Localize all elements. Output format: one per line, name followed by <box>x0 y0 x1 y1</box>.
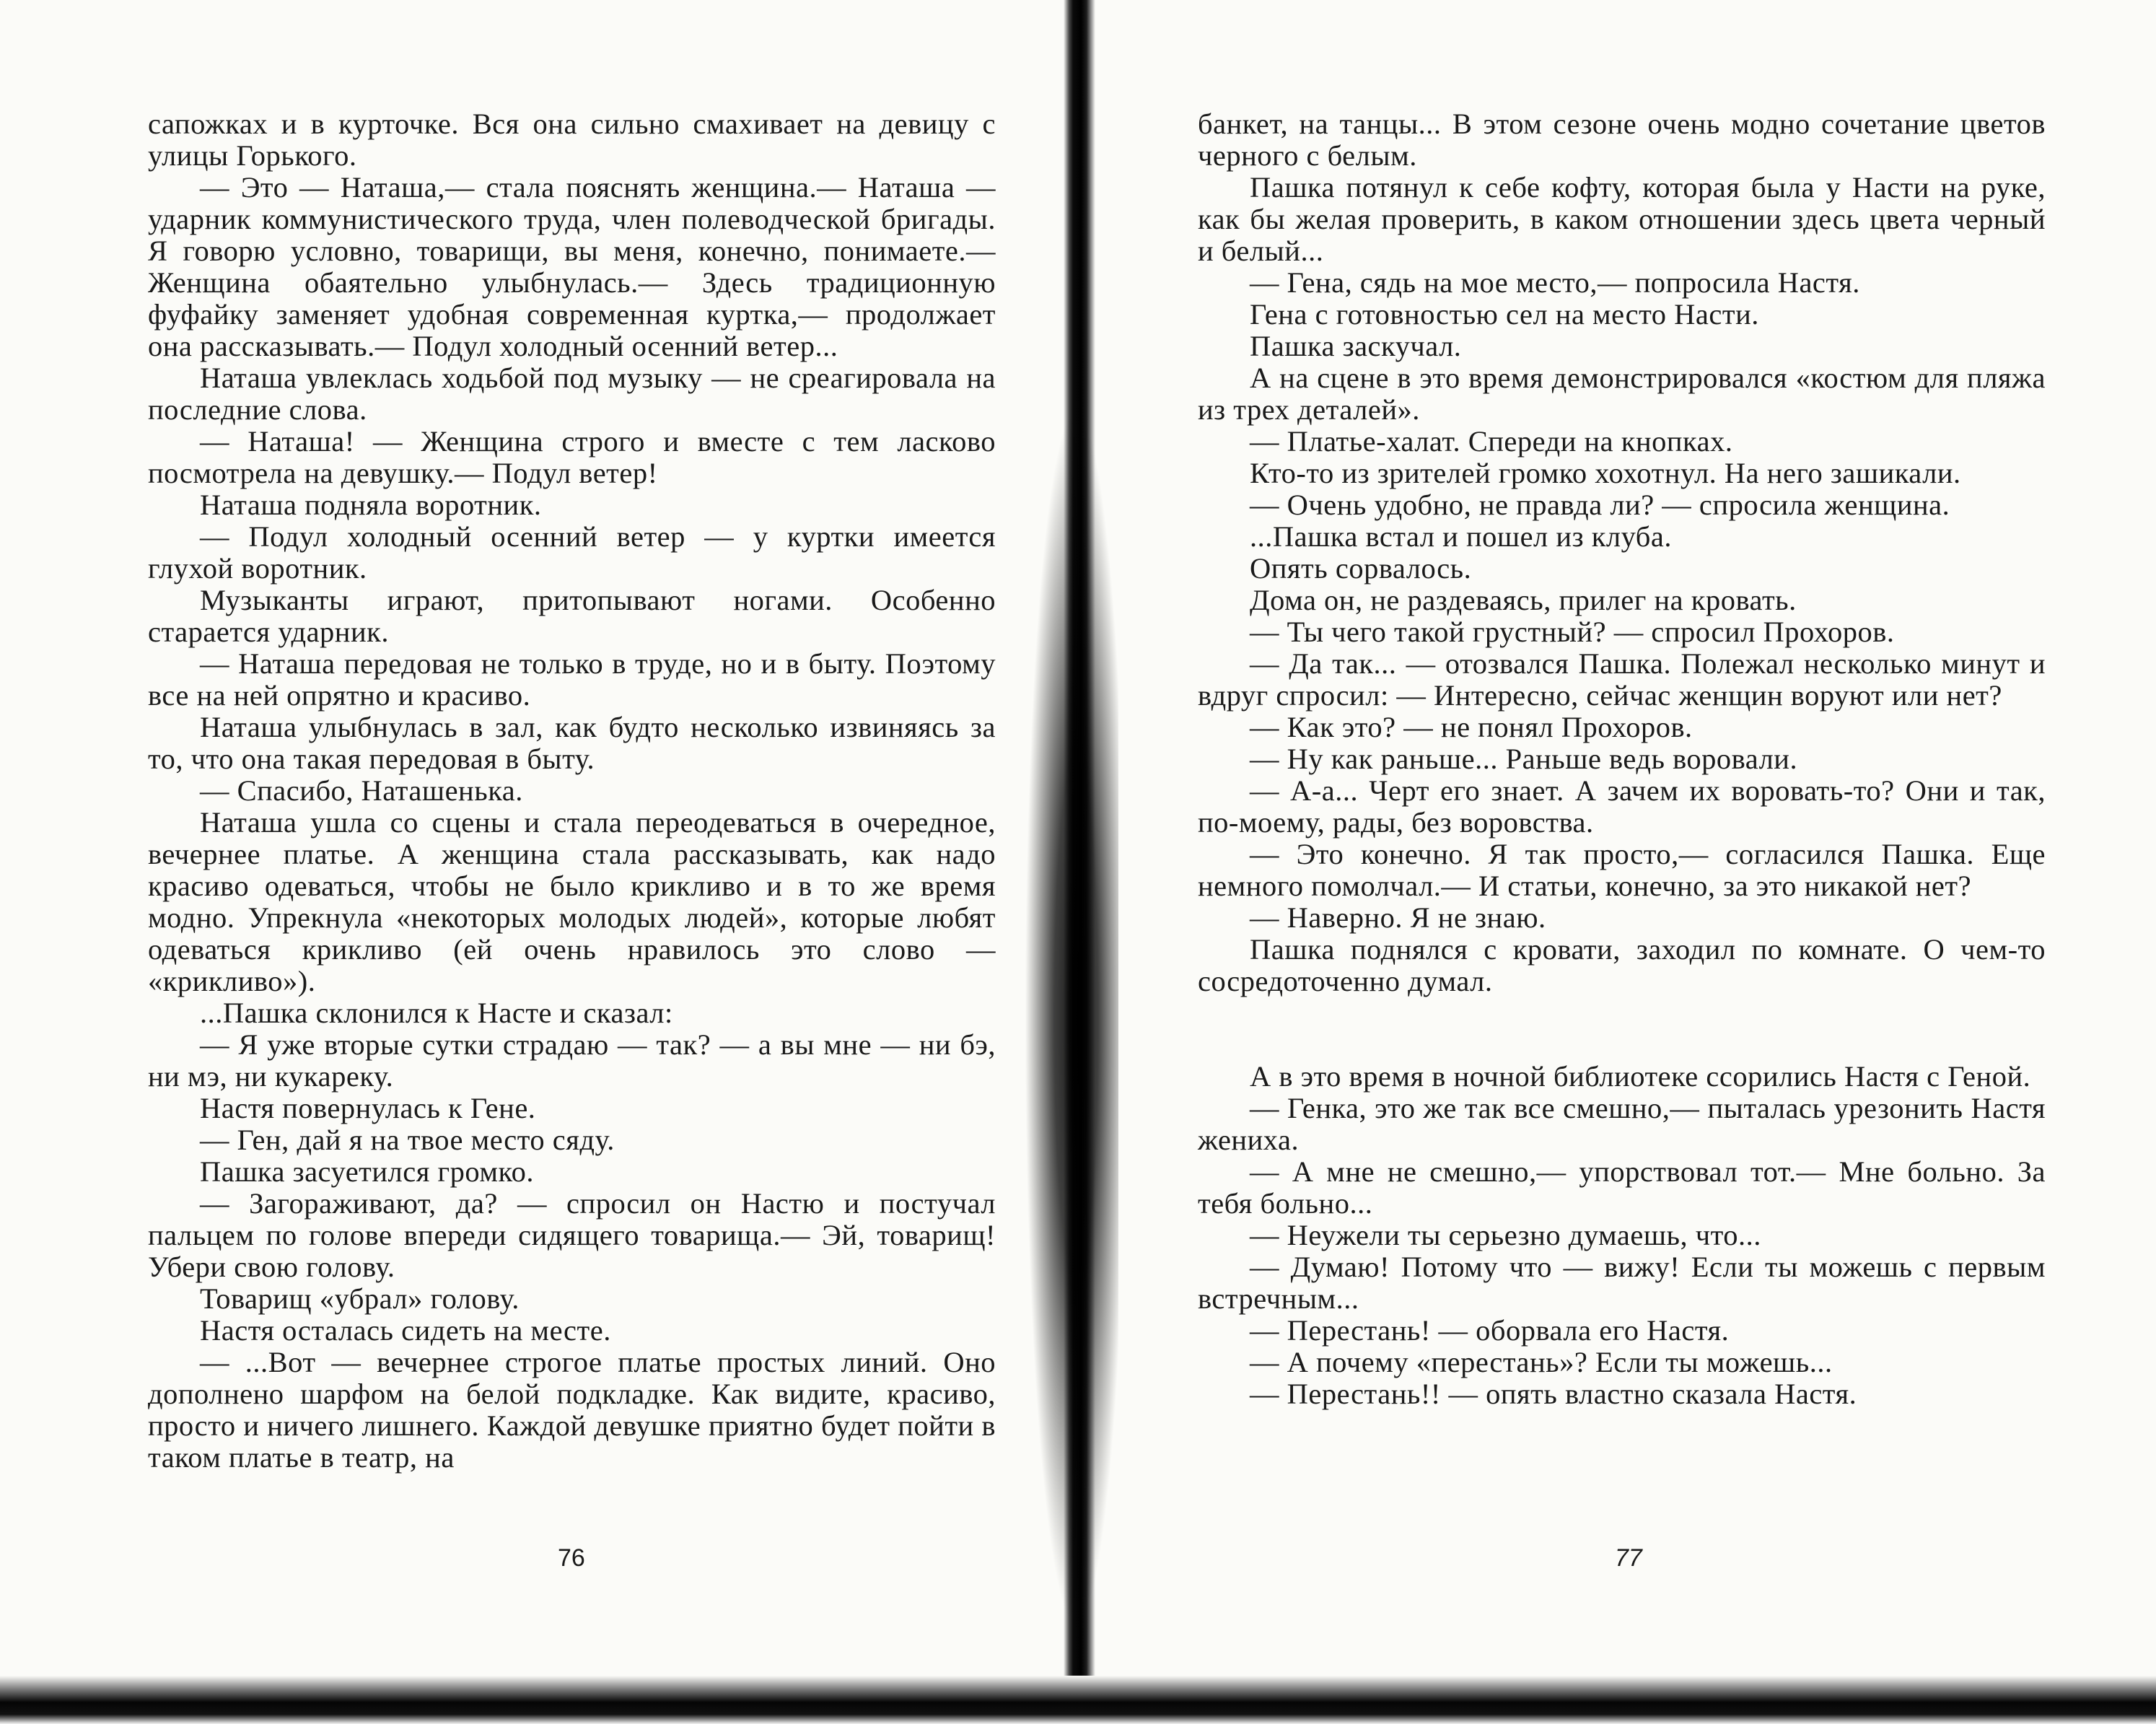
paragraph: Пашка засуетился громко. <box>200 1155 534 1188</box>
paragraph: — А-а... Черт его знает. А зачем их воровать-то? Они и так, по-моему, рады, без воровства. <box>1198 774 2046 839</box>
paragraph: — Ты чего такой грустный? — спросил Прохоров. <box>1250 616 1895 648</box>
paragraph: сапожках и в курточке. Вся она сильно смахивает на девицу с улицы Горького. <box>148 108 996 172</box>
paragraph: Наташа ушла со сцены и стала переодеваться в очередное, вечернее платье. А женщина стала рассказывать, как надо красиво одеваться, чтобы не было крикливо и в то же время модно. Упрекнула «некоторых молодых людей», которые любят одеваться крикливо (ей очень нравилось это слово — «крикливо»). <box>148 806 996 997</box>
page-number-right: 77 <box>1615 1544 1642 1572</box>
paragraph: — Генка, это же так все смешно,— пыталась урезонить Настя жениха. <box>1198 1092 2046 1156</box>
paragraph: — Гена, сядь на мое место,— попросила Настя. <box>1250 266 1860 299</box>
paragraph: Пашка поднялся с кровати, заходил по комнате. О чем-то сосредоточенно думал. <box>1198 933 2046 997</box>
paragraph: — Ну как раньше... Раньше ведь воровали. <box>1250 743 1798 775</box>
paragraph: — А мне не смешно,— упорствовал тот.— Мне больно. За тебя больно... <box>1198 1155 2046 1220</box>
paragraph: — Это — Наташа,— стала пояснять женщина.— Наташа — ударник коммунистического труда, член полеводческой бригады. Я говорю условно, товарищи, вы меня, конечно, понимаете.— Женщина обаятельно улыбнулась.— Здесь традиционную фуфайку заменяет удобная современная куртка,— продолжает она рассказывать.— Подул холодный осенний ветер... <box>148 171 996 362</box>
paragraph: Наташа увлеклась ходьбой под музыку — не среагировала на последние слова. <box>148 362 996 426</box>
paragraph: — Как это? — не понял Прохоров. <box>1250 711 1693 743</box>
paragraph: — Наташа передовая не только в труде, но и в быту. Поэтому все на ней опрятно и красиво. <box>148 647 996 712</box>
paragraph: — Загораживают, да? — спросил он Настю и постучал пальцем по голове впереди сидящего товарища.— Эй, товарищ! Убери свою голову. <box>148 1187 996 1283</box>
paragraph: Пашка заскучал. <box>1250 330 1462 362</box>
paragraph: А в это время в ночной библиотеке ссорились Настя с Геной. <box>1250 1060 2031 1093</box>
page-number-left: 76 <box>558 1544 585 1572</box>
paragraph: — Неужели ты серьезно думаешь, что... <box>1250 1219 1761 1251</box>
paragraph: Музыканты играют, притопывают ногами. Особенно старается ударник. <box>148 584 996 648</box>
left-page-text <box>148 108 996 1474</box>
paragraph: — Платье-халат. Спереди на кнопках. <box>1250 425 1733 458</box>
paragraph: — Подул холодный осенний ветер — у куртки имеется глухой воротник. <box>148 520 996 585</box>
paragraph: — А почему «перестань»? Если ты можешь... <box>1250 1346 1833 1378</box>
paragraph: Наташа улыбнулась в зал, как будто несколько извиняясь за то, что она такая передовая в быту. <box>148 711 996 775</box>
paragraph: — Спасибо, Наташенька. <box>200 774 523 807</box>
paragraph: А на сцене в это время демонстрировался «костюм для пляжа из трех деталей». <box>1198 362 2046 426</box>
paragraph: — ...Вот — вечернее строгое платье простых линий. Оно дополнено шарфом на белой подкладке. Как видите, красиво, просто и ничего лишнего. Каждой девушке приятно будет пойти в таком платье в театр, на <box>148 1346 996 1474</box>
paragraph: — Перестань! — оборвала его Настя. <box>1250 1314 1730 1347</box>
paragraph: — Это конечно. Я так просто,— согласился Пашка. Еще немного помолчал.— И статьи, конечно, за это никакой нет? <box>1198 838 2046 902</box>
paragraph: Настя повернулась к Гене. <box>200 1092 536 1124</box>
paragraph: — Перестань!! — опять властно сказала Настя. <box>1250 1378 1857 1410</box>
paragraph: ...Пашка встал и пошел из клуба. <box>1250 520 1672 553</box>
paragraph: — Очень удобно, не правда ли? — спросила женщина. <box>1250 489 1950 521</box>
paragraph: ...Пашка склонился к Насте и сказал: <box>200 997 673 1029</box>
paragraph: — Наташа! — Женщина строго и вместе с тем ласково посмотрела на девушку.— Подул ветер! <box>148 425 996 489</box>
paragraph: Гена с готовностью сел на место Насти. <box>1250 298 1759 331</box>
paragraph: — Ген, дай я на твое место сяду. <box>200 1124 615 1156</box>
paragraph: банкет, на танцы... В этом сезоне очень модно сочетание цветов черного с белым. <box>1198 108 2046 172</box>
paragraph: — Да так... — отозвался Пашка. Полежал несколько минут и вдруг спросил: — Интересно, сейчас женщин воруют или нет? <box>1198 647 2046 712</box>
paragraph: Настя осталась сидеть на месте. <box>200 1314 611 1347</box>
paragraph: — Я уже вторые сутки страдаю — так? — а вы мне — ни бэ, ни мэ, ни кукареку. <box>148 1028 996 1093</box>
scan-bottom-edge <box>0 1676 2156 1724</box>
section-break <box>1198 997 2046 1061</box>
paragraph: Пашка потянул к себе кофту, которая была у Насти на руке, как бы желая проверить, в каком отношении здесь цвета черный и белый... <box>1198 171 2046 267</box>
paragraph: Товарищ «убрал» голову. <box>200 1282 520 1315</box>
paragraph: — Думаю! Потому что — вижу! Если ты можешь с первым встречным... <box>1198 1251 2046 1315</box>
paragraph: Кто-то из зрителей громко хохотнул. На него зашикали. <box>1250 457 1961 489</box>
paragraph: Опять сорвалось. <box>1250 552 1472 585</box>
paragraph: Наташа подняла воротник. <box>200 489 542 521</box>
paragraph: Дома он, не раздеваясь, прилег на кровать. <box>1250 584 1797 616</box>
paragraph: — Наверно. Я не знаю. <box>1250 901 1546 934</box>
spine-shadow <box>1025 404 1118 1631</box>
right-page-text <box>1198 108 2046 1410</box>
